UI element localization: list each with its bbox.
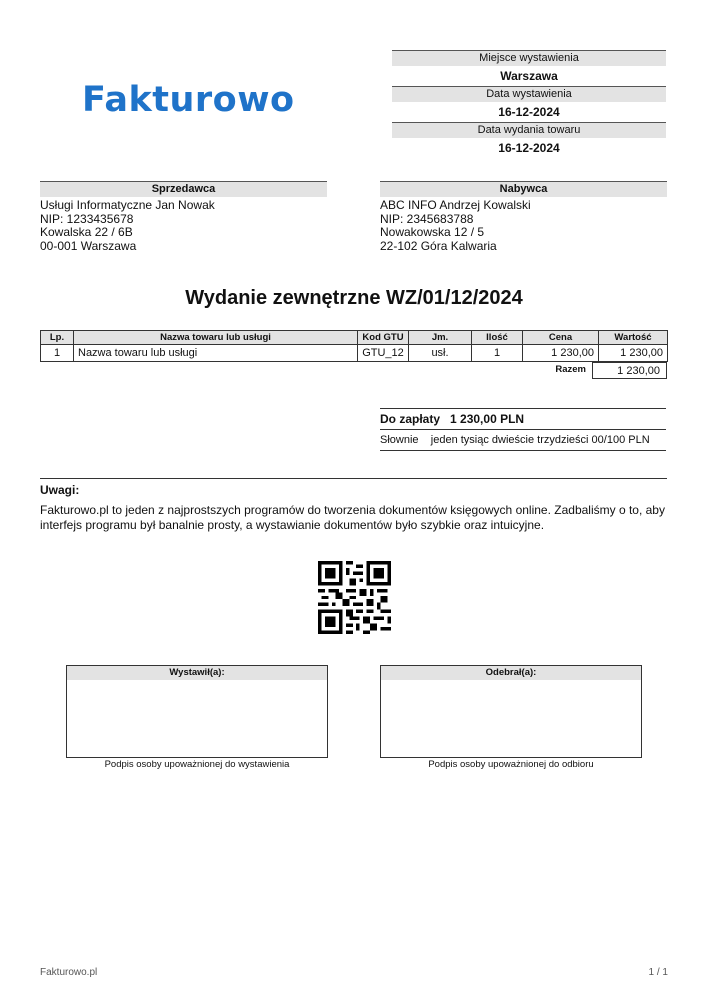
- notes-label: Uwagi:: [40, 483, 80, 497]
- buyer-street: Nowakowska 12 / 5: [380, 225, 485, 240]
- receiver-signature-box: [380, 665, 642, 758]
- payment-summary: [380, 408, 666, 451]
- brand-logo: Fakturowo: [82, 80, 295, 120]
- col-header-name: Nazwa towaru lub usługi: [74, 331, 358, 345]
- release-date-label: Data wydania towaru: [392, 122, 666, 138]
- col-header-lp: Lp.: [41, 331, 74, 345]
- footer-brand: Fakturowo.pl: [40, 967, 98, 978]
- total-value: 1 230,00: [592, 362, 667, 379]
- notes-section: [40, 478, 667, 533]
- buyer-block: [380, 181, 667, 254]
- seller-city: 00-001 Warszawa: [40, 239, 137, 254]
- buyer-header: Nabywca: [380, 181, 667, 197]
- total-row: [520, 362, 668, 380]
- cell-unit: usł.: [409, 345, 472, 362]
- qr-code-icon: [318, 561, 391, 634]
- seller-street: Kowalska 22 / 6B: [40, 225, 133, 240]
- page-number: 1 / 1: [648, 967, 668, 978]
- issuer-caption: Podpis osoby upoważnionej do wystawienia: [104, 759, 290, 770]
- buyer-nip: NIP: 2345683788: [380, 211, 474, 226]
- document-meta: [392, 50, 666, 158]
- issuer-signature-box: [66, 665, 328, 758]
- col-header-unit: Jm.: [409, 331, 472, 345]
- place-label: Miejsce wystawienia: [392, 50, 666, 66]
- items-table: [40, 330, 668, 362]
- receiver-caption: Podpis osoby upoważnionej do odbioru: [428, 759, 594, 770]
- payment-amount: 1 230,00 PLN: [450, 412, 525, 426]
- payment-label: Do zapłaty: [380, 412, 441, 426]
- seller-header: Sprzedawca: [40, 181, 327, 197]
- cell-price: 1 230,00: [523, 345, 599, 362]
- receiver-header: Odebrał(a):: [381, 666, 641, 680]
- col-header-qty: Ilość: [472, 331, 523, 345]
- cell-lp: 1: [41, 345, 74, 362]
- release-date-value: 16-12-2024: [498, 141, 560, 155]
- notes-text: Fakturowo.pl to jeden z najprostszych programów do tworzenia dokumentów księgowych online. Zadbaliśmy o to, aby interfejs programu był banalnie prosty, a wystawianie dokumentów było szybkie oraz intuicyjne.: [40, 503, 665, 532]
- buyer-name: ABC INFO Andrzej Kowalski: [380, 198, 531, 212]
- seller-nip: NIP: 1233435678: [40, 211, 134, 226]
- seller-name: Usługi Informatyczne Jan Nowak: [40, 198, 215, 212]
- amount-words-label: Słownie: [380, 434, 419, 446]
- col-header-value: Wartość: [599, 331, 668, 345]
- buyer-city: 22-102 Góra Kalwaria: [380, 239, 497, 254]
- table-header-row: [41, 331, 668, 345]
- table-row: [41, 345, 668, 362]
- receiver-signature: [380, 665, 642, 770]
- col-header-gtu: Kod GTU: [358, 331, 409, 345]
- issuer-header: Wystawił(a):: [67, 666, 327, 680]
- total-label: Razem: [555, 364, 586, 375]
- place-value: Warszawa: [500, 69, 558, 83]
- cell-name: Nazwa towaru lub usługi: [74, 345, 358, 362]
- issuer-signature: [66, 665, 328, 770]
- col-header-price: Cena: [523, 331, 599, 345]
- cell-gtu: GTU_12: [358, 345, 409, 362]
- cell-value: 1 230,00: [599, 345, 668, 362]
- amount-words-value: jeden tysiąc dwieście trzydzieści 00/100 PLN: [430, 434, 650, 446]
- cell-qty: 1: [472, 345, 523, 362]
- issue-date-label: Data wystawienia: [392, 86, 666, 102]
- issue-date-value: 16-12-2024: [498, 105, 560, 119]
- document-title: Wydanie zewnętrzne WZ/01/12/2024: [185, 287, 523, 309]
- seller-block: [40, 181, 327, 254]
